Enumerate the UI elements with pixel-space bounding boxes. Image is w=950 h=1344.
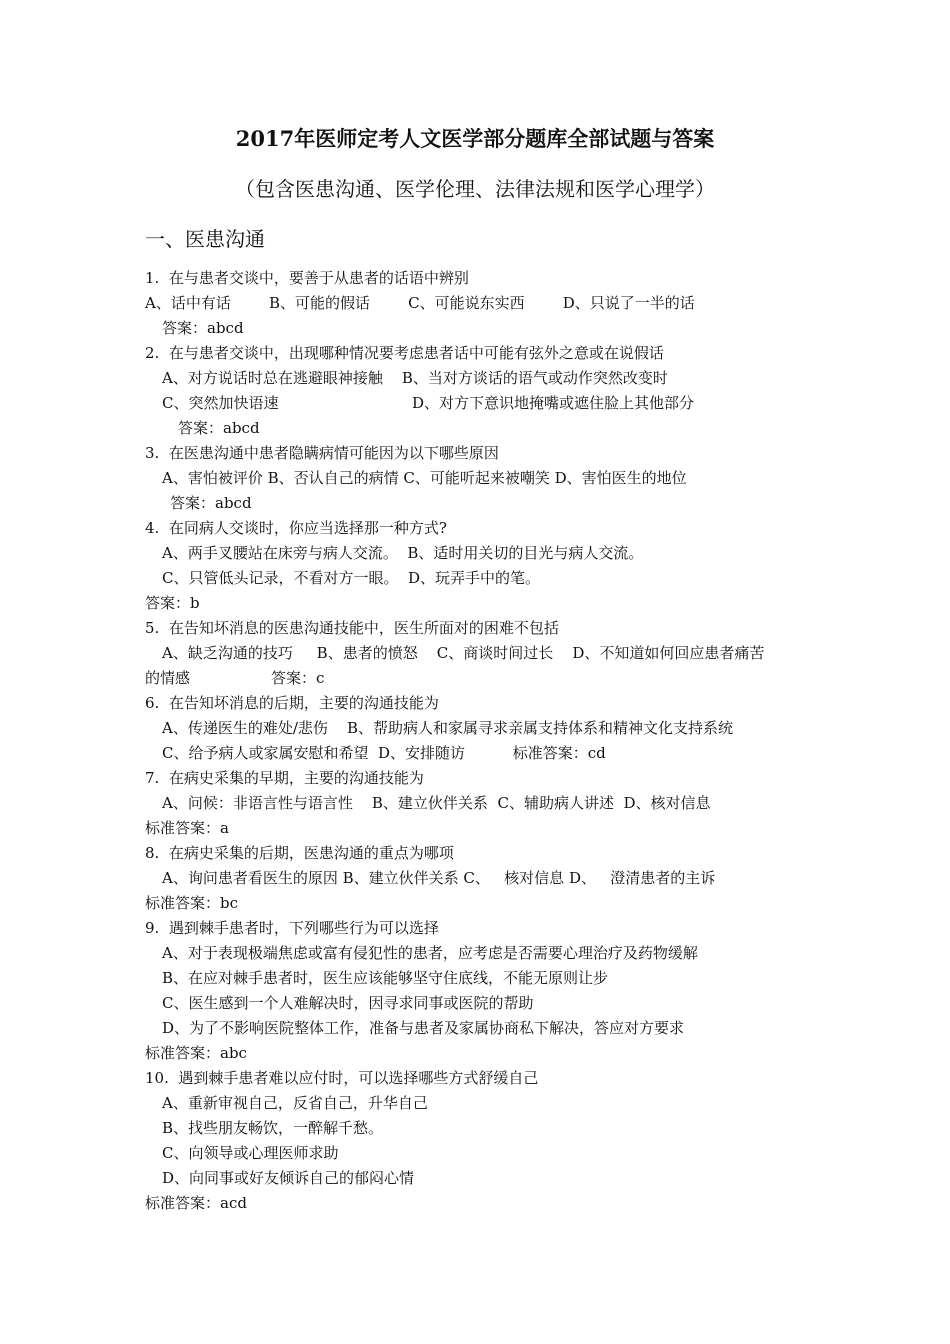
answer-line: 标准答案：bc (145, 894, 239, 912)
answer-line: 标准答案：acd (145, 1194, 247, 1212)
question-line: 8. 在病史采集的后期，医患沟通的重点为哪项 (145, 844, 454, 862)
option-line: A、两手叉腰站在床旁与病人交流。 B、适时用关切的目光与病人交流。 (162, 544, 644, 562)
option-line: D、为了不影响医院整体工作，准备与患者及家属协商私下解决，答应对方要求 (162, 1019, 685, 1037)
question-line: 6. 在告知坏消息的后期，主要的沟通技能为 (145, 694, 439, 712)
option-line: A、对于表现极端焦虑或富有侵犯性的患者，应考虑是否需要心理治疗及药物缓解 (162, 944, 698, 962)
option-line: C、只管低头记录，不看对方一眼。 D、玩弄手中的笔。 (162, 569, 541, 587)
option-line: A、询问患者看医生的原因 B、建立伙伴关系 C、 核对信息 D、 澄清患者的主诉 (162, 869, 716, 887)
answer-line: 答案：abcd (162, 319, 244, 337)
question-line: 3. 在医患沟通中患者隐瞒病情可能因为以下哪些原因 (145, 444, 499, 462)
option-line: A、对方说话时总在逃避眼神接触 B、当对方谈话的语气或动作突然改变时 (162, 369, 668, 387)
option-line: D、向同事或好友倾诉自己的郁闷心情 (162, 1169, 415, 1187)
question-line: 9. 遇到棘手患者时，下列哪些行为可以选择 (145, 919, 439, 937)
option-line: A、话中有话 B、可能的假话 C、可能说东实西 D、只说了一半的话 (145, 294, 695, 312)
option-line: A、传递医生的难处/悲伤 B、帮助病人和家属寻求亲属支持体系和精神文化支持系统 (162, 719, 733, 737)
option-line: B、找些朋友畅饮，一醉解千愁。 (162, 1119, 384, 1137)
question-line: 2. 在与患者交谈中，出现哪种情况要考虑患者话中可能有弦外之意或在说假话 (145, 344, 664, 362)
document-title: 2017年医师定考人文医学部分题库全部试题与答案 (235, 126, 715, 151)
option-line: A、重新审视自己，反省自己，升华自己 (162, 1094, 428, 1112)
question-line: 5. 在告知坏消息的医患沟通技能中，医生所面对的困难不包括 (145, 619, 559, 637)
question-line: 10. 遇到棘手患者难以应付时，可以选择哪些方式舒缓自己 (145, 1069, 539, 1087)
answer-line: 答案：abcd (170, 494, 252, 512)
question-line: 4. 在同病人交谈时，你应当选择那一种方式? (145, 519, 447, 537)
option-line: C、向领导或心理医师求助 (162, 1144, 339, 1162)
answer-line: 答案：abcd (178, 419, 260, 437)
option-line: A、缺乏沟通的技巧 B、患者的愤怒 C、商谈时间过长 D、不知道如何回应患者痛苦 (162, 644, 765, 662)
section-heading: 一、医患沟通 (145, 227, 265, 251)
option-line: A、问候：非语言性与语言性 B、建立伙伴关系 C、辅助病人讲述 D、核对信息 (162, 794, 711, 812)
answer-line: 标准答案：abc (145, 1044, 247, 1062)
document-subtitle: （包含医患沟通、医学伦理、法律法规和医学心理学） (235, 177, 715, 201)
option-line: 的情感 答案：c (145, 669, 325, 687)
question-line: 7. 在病史采集的早期，主要的沟通技能为 (145, 769, 424, 787)
answer-line: 标准答案：a (145, 819, 229, 837)
option-line: C、医生感到一个人难解决时，因寻求同事或医院的帮助 (162, 994, 534, 1012)
question-line: 1. 在与患者交谈中，要善于从患者的话语中辨别 (145, 269, 469, 287)
option-line: C、突然加快语速 D、对方下意识地掩嘴或遮住脸上其他部分 (162, 394, 695, 412)
option-line: C、给予病人或家属安慰和希望 D、安排随访 标准答案：cd (162, 744, 606, 762)
option-line: A、害怕被评价 B、否认自己的病情 C、可能听起来被嘲笑 D、害怕医生的地位 (162, 469, 687, 487)
answer-line: 答案：b (145, 594, 200, 612)
option-line: B、在应对棘手患者时，医生应该能够坚守住底线，不能无原则让步 (162, 969, 609, 987)
